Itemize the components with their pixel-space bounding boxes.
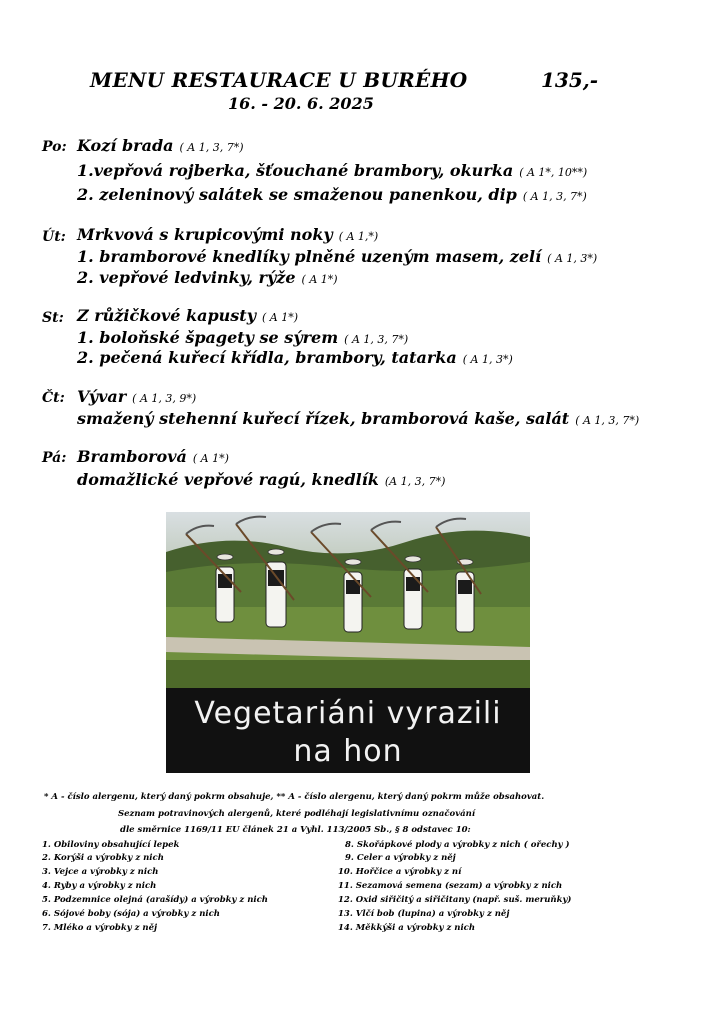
caption-line-1: Vegetariáni vyrazili	[194, 696, 502, 731]
menu-price: 135,-	[541, 68, 599, 92]
allergen-intro-2: dle směrnice 1169/11 EU článek 21 a Vyhl. 113/2005 Sb., § 8 odstavec 10:	[120, 825, 471, 835]
menu-title: MENU RESTAURACE U BURÉHO	[90, 68, 468, 92]
soup-monday: Kozí brada ( A 1, 3, 7*)	[77, 136, 244, 155]
allergen-item: 9. Celer a výrobky z něj	[345, 853, 456, 863]
allergen-item: 10. Hořčice a výrobky z ní	[338, 867, 462, 877]
menu-dates: 16. - 20. 6. 2025	[228, 94, 374, 113]
soup-tuesday: Mrkvová s krupicovými noky ( A 1,*)	[77, 225, 379, 244]
day-label-monday: Po:	[42, 139, 67, 155]
allergen-item: 4. Ryby a výrobky z nich	[42, 881, 157, 891]
caption-line-2: na hon	[293, 734, 403, 769]
day-label-tuesday: Út:	[42, 229, 66, 245]
day-label-friday: Pá:	[42, 450, 67, 466]
day-label-thursday: Čt:	[42, 390, 65, 406]
allergen-item: 7. Mléko a výrobky z něj	[42, 923, 158, 933]
dish-friday-1: domažlické vepřové ragú, knedlík (A 1, 3, 7*)	[77, 470, 446, 489]
allergen-item: 8. Skořápkové plody a výrobky z nich ( ořechy )	[345, 840, 570, 850]
allergen-legend: * A - číslo alergenu, který daný pokrm obsahuje, ** A - číslo alergenu, který daný pokrm může obsahovat.	[44, 792, 545, 802]
meme-photo	[166, 512, 530, 773]
allergen-item: 13. Vlčí bob (lupina) a výrobky z něj	[338, 909, 510, 919]
soup-friday: Bramborová ( A 1*)	[77, 447, 229, 466]
dish-tuesday-2: 2. vepřové ledvinky, rýže ( A 1*)	[77, 268, 338, 287]
allergen-item: 3. Vejce a výrobky z nich	[42, 867, 159, 877]
dish-monday-1: 1.vepřová rojberka, šťouchané brambory, okurka ( A 1*, 10**)	[77, 161, 588, 180]
dish-thursday-1: smažený stehenní kuřecí řízek, bramborová kaše, salát ( A 1, 3, 7*)	[77, 409, 640, 428]
allergen-item: 1. Obiloviny obsahující lepek	[42, 840, 180, 850]
allergen-item: 11. Sezamová semena (sezam) a výrobky z nich	[338, 881, 563, 891]
allergen-item: 5. Podzemnice olejná (arašídy) a výrobky z nich	[42, 895, 268, 905]
dish-wednesday-1: 1. boloňské špagety se sýrem ( A 1, 3, 7*)	[77, 328, 409, 347]
allergen-item: 2. Korýši a výrobky z nich	[42, 853, 164, 863]
allergen-item: 14. Měkkýši a výrobky z nich	[338, 923, 476, 933]
allergen-intro-1: Seznam potravinových alergenů, které podléhají legislativnímu označování	[118, 809, 476, 819]
soup-thursday: Vývar ( A 1, 3, 9*)	[77, 387, 197, 406]
allergen-item: 12. Oxid siřičitý a siřičitany (např. suš. meruňky)	[338, 895, 572, 905]
dish-monday-2: 2. zeleninový salátek se smaženou panenkou, dip ( A 1, 3, 7*)	[77, 185, 587, 204]
dish-wednesday-2: 2. pečená kuřecí křídla, brambory, tatarka ( A 1, 3*)	[77, 348, 513, 367]
allergen-item: 6. Sójové boby (sója) a výrobky z nich	[42, 909, 220, 919]
day-label-wednesday: St:	[42, 310, 64, 326]
dish-tuesday-1: 1. bramborové knedlíky plněné uzeným masem, zelí ( A 1, 3*)	[77, 247, 598, 266]
soup-wednesday: Z růžičkové kapusty ( A 1*)	[77, 306, 299, 325]
